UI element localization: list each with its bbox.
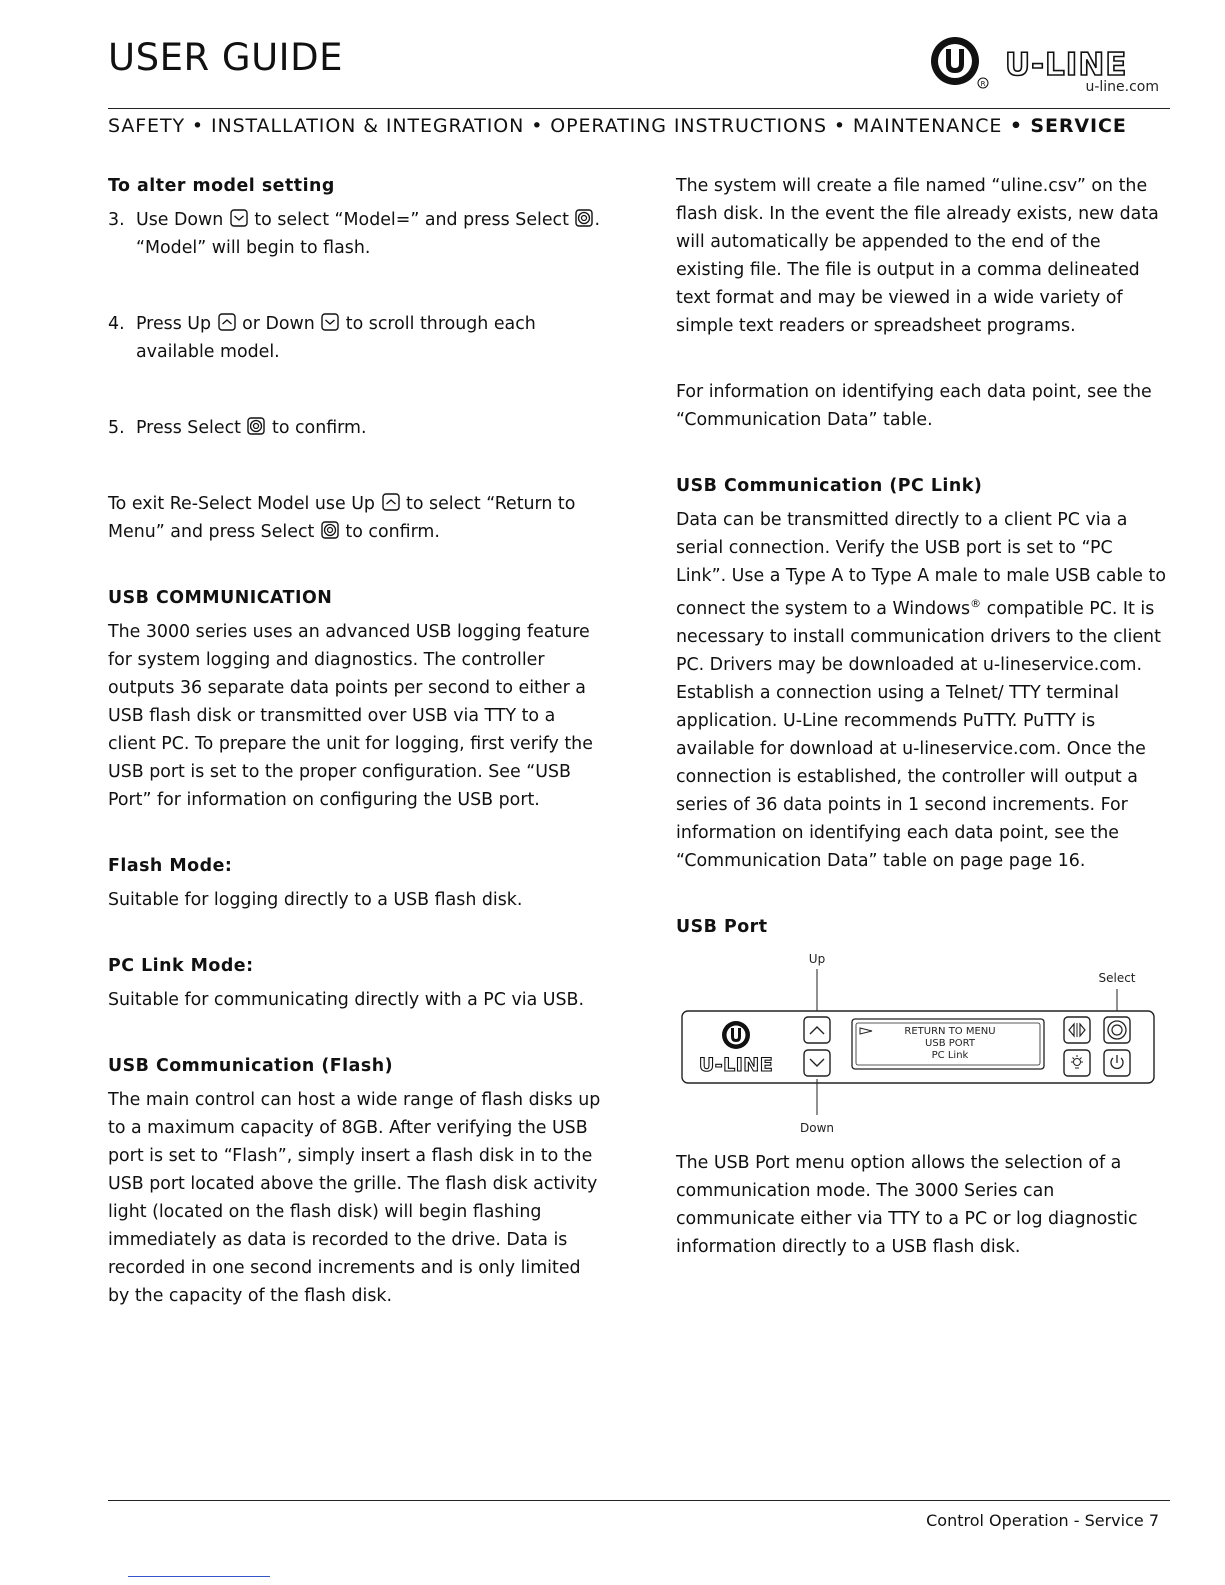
alter-model-heading: To alter model setting	[108, 176, 335, 196]
data-point-info-text: For information on identifying each data point, see the “Communication Data” table.	[676, 382, 1152, 430]
nav-item-safety: SAFETY	[108, 115, 185, 137]
flash-mode-heading: Flash Mode:	[108, 856, 233, 876]
panel-light-button[interactable]	[1064, 1050, 1090, 1076]
usb-communication-text: The 3000 series uses an advanced USB logging feature for system logging and diagnostics. The controller outputs 36 separate data points per second to either a USB flash disk or transmitted over USB via TTY to a client PC. To prepare the unit for logging, first verify the USB port is set to the proper configuration. See “USB Port” for information on configuring the USB port.	[108, 622, 593, 810]
control-panel-diagram	[674, 947, 1164, 1141]
document-title: USER GUIDE	[108, 36, 343, 79]
footer-link-underline	[128, 1576, 270, 1577]
flash-mode-text: Suitable for logging directly to a USB flash disk.	[108, 890, 523, 910]
nav-separator: •	[1002, 115, 1031, 137]
logo-wordmark: U-LINE	[1005, 47, 1128, 83]
section-breadcrumb	[108, 115, 1127, 137]
screen-line-1: RETURN TO MENU	[904, 1025, 996, 1037]
header-divider	[108, 108, 1170, 109]
nav-separator: •	[524, 115, 551, 137]
panel-logo-icon	[722, 1021, 750, 1049]
select-button-icon	[247, 417, 265, 435]
label-select: Select	[1098, 970, 1136, 985]
nav-item-operating: OPERATING INSTRUCTIONS	[550, 115, 827, 137]
nav-separator: •	[184, 115, 211, 137]
usb-flash-heading: USB Communication (Flash)	[108, 1056, 394, 1076]
panel-down-button[interactable]	[804, 1050, 830, 1076]
up-button-icon	[382, 493, 400, 511]
panel-power-button[interactable]	[1104, 1050, 1130, 1076]
usb-port-heading: USB Port	[676, 916, 768, 937]
step-5: 5. Press Select to confirm.	[108, 418, 367, 438]
step-4: 4. Press Up or Down to scroll through each available model.	[108, 314, 536, 362]
panel-display-screen	[852, 1019, 1044, 1069]
panel-select-button[interactable]	[1104, 1017, 1130, 1043]
screen-line-2: USB PORT	[925, 1037, 975, 1049]
nav-separator: •	[826, 115, 853, 137]
nav-item-maintenance: MAINTENANCE	[852, 115, 1003, 137]
footer-divider	[108, 1500, 1170, 1501]
exit-instructions: To exit Re-Select Model use Up to select “Return to Menu” and press Select to confirm.	[108, 494, 576, 542]
svg-text:R: R	[980, 80, 986, 88]
panel-left-right-button[interactable]	[1064, 1017, 1090, 1043]
usb-flash-text: The main control can host a wide range of flash disks up to a maximum capacity of 8GB. After verifying the USB port is set to “Flash”, simply insert a flash disk in to the USB port located above the grille. The flash disk activity light (located on the flash disk) will begin flashing immediately as data is recorded to the drive. Data is recorded in one second increments and is only limited by the capacity of the flash disk.	[108, 1090, 601, 1306]
left-column	[108, 172, 602, 1310]
down-button-icon	[230, 209, 248, 227]
label-up: Up	[808, 951, 826, 966]
usb-port-text: The USB Port menu option allows the selection of a communication mode. The 3000 Series can communicate either via TTY to a PC or log diagnostic information directly to a USB flash disk.	[676, 1152, 1138, 1257]
usb-communication-heading: USB COMMUNICATION	[108, 588, 333, 608]
step-3: 3. Use Down to select “Model=” and press Select . “Model” will begin to flash.	[108, 210, 600, 258]
up-button-icon	[218, 313, 236, 331]
footer-page-label: Control Operation - Service 7	[926, 1511, 1159, 1530]
nav-item-service: SERVICE	[1030, 115, 1127, 137]
right-column	[676, 172, 1168, 1261]
nav-item-installation: INSTALLATION & INTEGRATION	[210, 115, 525, 137]
select-button-icon	[575, 209, 593, 227]
registered-mark: ®	[970, 597, 982, 610]
pc-link-mode-text: Suitable for communicating directly with a PC via USB.	[108, 990, 584, 1010]
file-output-text: The system will create a file named “uline.csv” on the flash disk. In the event the file already exists, new data will automatically be appended to the end of the existing file. The file is output in a comma delineated text format and may be viewed in a wide variety of simple text readers or spreadsheet programs.	[676, 176, 1159, 336]
select-button-icon	[321, 521, 339, 539]
usb-pc-link-text: Data can be transmitted directly to a client PC via a serial connection. Verify the USB port is set to “PC Link”. Use a Type A to Type A male to male USB cable to connect the system to a Windows® compatible PC. It is necessary to install communication drivers to the client PC. Drivers may be downloaded at u-lineservice.com. Establish a connection using a Telnet/ TTY terminal application. U-Line recommends PuTTY. PuTTY is available for download at u-lineservice.com. Once the connection is established, the controller will output a series of 36 data points in 1 second increments. For information on identifying each data point, see the “Communication Data” table on page page 16.	[676, 510, 1166, 871]
down-button-icon	[321, 313, 339, 331]
usb-pc-link-heading: USB Communication (PC Link)	[676, 476, 983, 496]
brand-url: u-line.com	[1085, 79, 1159, 95]
panel-brand: U-LINE	[698, 1053, 774, 1076]
panel-up-button[interactable]	[804, 1017, 830, 1043]
label-down: Down	[799, 1120, 835, 1135]
pc-link-mode-heading: PC Link Mode:	[108, 956, 254, 976]
screen-line-3: PC Link	[931, 1049, 969, 1061]
